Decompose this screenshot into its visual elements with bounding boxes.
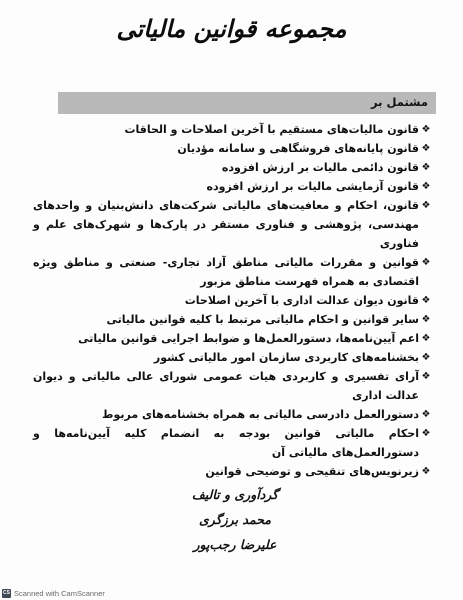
list-item bbox=[33, 310, 433, 329]
list-item bbox=[33, 196, 433, 253]
bullet-icon: ❖ bbox=[421, 200, 431, 211]
list-item bbox=[33, 139, 433, 158]
bullet-icon: ❖ bbox=[421, 181, 431, 192]
bullet-icon: ❖ bbox=[421, 466, 431, 477]
list-item bbox=[33, 348, 433, 367]
list-item bbox=[33, 291, 433, 310]
bullet-icon: ❖ bbox=[421, 333, 431, 344]
list-item-text: قانون، احکام و معافیت‌های مالیاتی شرکت‌های دانش‌بنیان و واحدهای مهندسی، پژوهشی و فناوری مستقر در پارک‌ها و شهرک‌های علم و فناوری bbox=[33, 199, 419, 250]
author-name: علیرضا رجب‌پور bbox=[193, 537, 277, 552]
list-item-text: قانون دائمی مالیات بر ارزش افزوده bbox=[221, 161, 419, 174]
list-item-text: قانون پایانه‌های فروشگاهی و سامانه مؤدیان bbox=[177, 142, 419, 155]
bullet-icon: ❖ bbox=[421, 371, 431, 382]
list-item bbox=[33, 367, 433, 405]
list-item-text: آرای تفسیری و کاربردی هیات عمومی شورای عالی مالیاتی و دیوان عدالت اداری bbox=[33, 370, 419, 402]
bullet-icon: ❖ bbox=[421, 162, 431, 173]
list-item bbox=[33, 120, 433, 139]
section-band bbox=[58, 92, 436, 114]
list-item-text: قانون آزمایشی مالیات بر ارزش افزوده bbox=[206, 180, 419, 193]
list-item bbox=[33, 177, 433, 196]
contents-list bbox=[33, 120, 433, 481]
list-item-text: قانون دیوان عدالت اداری با آخرین اصلاحات bbox=[184, 294, 419, 307]
scanner-watermark bbox=[2, 589, 105, 598]
bullet-icon: ❖ bbox=[421, 257, 431, 268]
list-item-text: قوانین و مقررات مالیاتی مناطق آزاد تجاری- صنعتی و مناطق ویژه اقتصادی به همراه فهرست مناطق مزبور bbox=[33, 256, 419, 288]
bullet-icon: ❖ bbox=[421, 428, 431, 439]
list-item bbox=[33, 462, 433, 481]
section-label: مشتمل بر bbox=[371, 95, 428, 109]
list-item-text: سایر قوانین و احکام مالیاتی مرتبط با کلیه قوانین مالیاتی bbox=[106, 313, 419, 326]
list-item-text: زیرنویس‌های تنقیحی و توضیحی قوانین bbox=[205, 465, 419, 478]
list-item-text: دستورالعمل دادرسی مالیاتی به همراه بخشنامه‌های مربوط bbox=[102, 408, 419, 421]
list-item-text: احکام مالیاتی قوانین بودجه به انضمام کلیه آیین‌نامه‌ها و دستورالعمل‌های مالیاتی آن bbox=[33, 427, 419, 459]
bullet-icon: ❖ bbox=[421, 295, 431, 306]
list-item-text: قانون مالیات‌های مستقیم با آخرین اصلاحات و الحاقات bbox=[124, 123, 419, 136]
credits-heading: گردآوری و تالیف bbox=[191, 487, 279, 502]
bullet-icon: ❖ bbox=[421, 124, 431, 135]
list-item bbox=[33, 158, 433, 177]
list-item bbox=[33, 405, 433, 424]
list-item bbox=[33, 253, 433, 291]
document-title: مجموعه قوانین مالیاتی bbox=[116, 14, 347, 43]
list-item-text: اعم آیین‌نامه‌ها، دستورالعمل‌ها و ضوابط اجرایی قوانین مالیاتی bbox=[78, 332, 419, 345]
author-name: محمد برزگری bbox=[199, 512, 271, 527]
bullet-icon: ❖ bbox=[421, 314, 431, 325]
scanner-text: Scanned with CamScanner bbox=[14, 589, 105, 598]
list-item bbox=[33, 424, 433, 462]
bullet-icon: ❖ bbox=[421, 143, 431, 154]
bullet-icon: ❖ bbox=[421, 409, 431, 420]
bullet-icon: ❖ bbox=[421, 352, 431, 363]
list-item bbox=[33, 329, 433, 348]
list-item-text: بخشنامه‌های کاربردی سازمان امور مالیاتی کشور bbox=[153, 351, 419, 364]
credits-block bbox=[170, 482, 300, 557]
camscanner-logo-icon: CS bbox=[3, 590, 10, 596]
